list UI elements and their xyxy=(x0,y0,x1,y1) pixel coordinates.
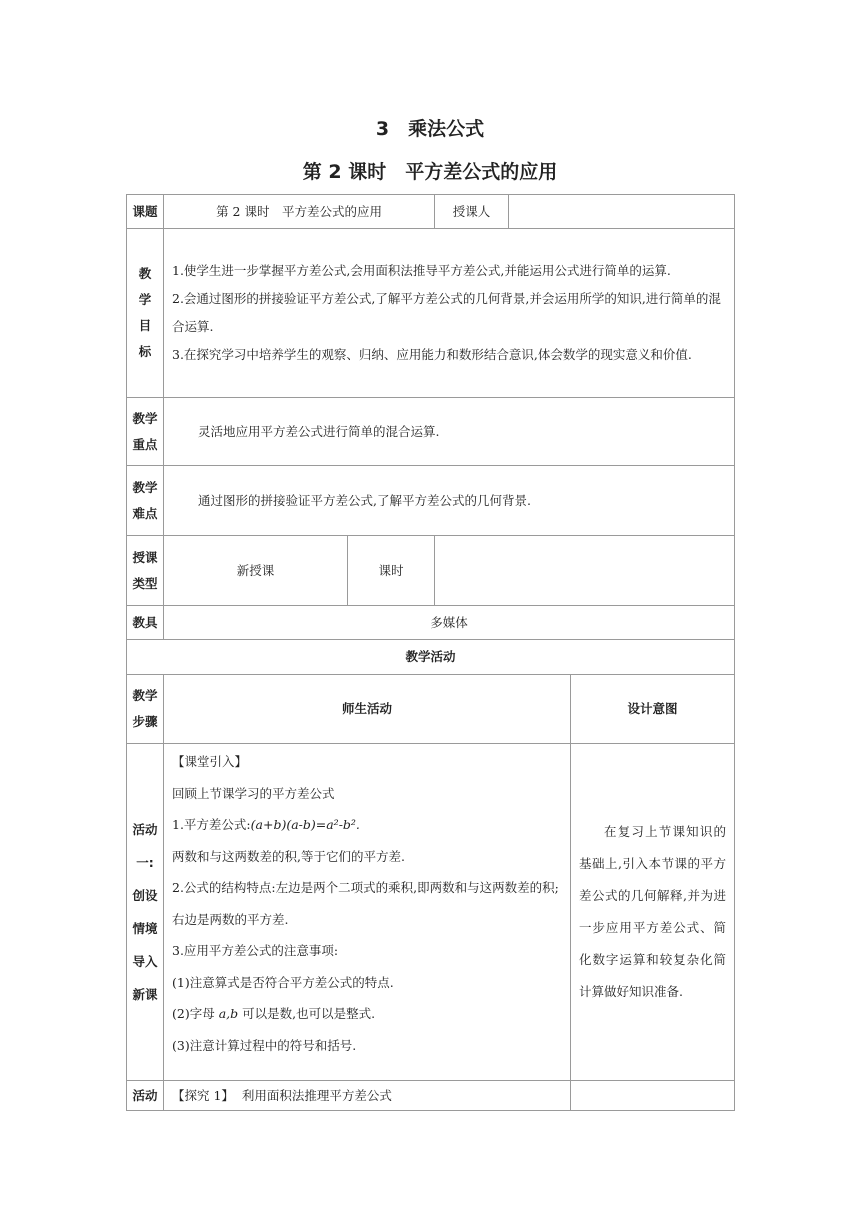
activity1-label: 活动 一: 创设 情境 导入 新课 xyxy=(127,744,164,1081)
row-activity-1 xyxy=(127,744,735,1081)
activity1-heading: 【课堂引入】 xyxy=(172,754,248,769)
activity1-formula: 1.平方差公式:(a+b)(a-b)=a²-b². xyxy=(172,817,360,832)
activity1-formula-note: 两数和与这两数差的积,等于它们的平方差. xyxy=(172,848,405,864)
design-intent-header: 设计意图 xyxy=(571,675,735,744)
row-key-points xyxy=(127,398,735,466)
topic-value: 第 2 课时 平方差公式的应用 xyxy=(164,195,435,229)
teacher-value xyxy=(509,195,735,229)
type-label: 授课 类型 xyxy=(127,536,164,606)
activity-title: 教学活动 xyxy=(127,640,735,675)
row-steps-header xyxy=(127,675,735,744)
formula-expression: (a+b)(a-b)=a²-b². xyxy=(250,817,360,832)
activity2-label: 活动 xyxy=(127,1081,164,1111)
lesson-subtitle: 第 2 课时 平方差公式的应用 xyxy=(302,161,558,183)
activity1-note-1: (1)注意算式是否符合平方差公式的特点. xyxy=(172,974,394,990)
activity1-design: 在复习上节课知识的基础上,引入本节课的平方差公式的几何解释,并为进一步应用平方差公式、简化数字运算和较复杂化简计算做好知识准备. xyxy=(571,744,735,1081)
difficult-value: 通过图形的拼接验证平方差公式,了解平方差公式的几何背景. xyxy=(164,466,735,536)
activity1-note-2: (2)字母 a,b 可以是数,也可以是整式. xyxy=(172,1006,376,1021)
row-tools xyxy=(127,606,735,640)
activity2-content xyxy=(164,1081,571,1111)
goals-content xyxy=(164,229,735,398)
key-label: 教学 重点 xyxy=(127,398,164,466)
activity1-content xyxy=(164,744,571,1081)
tools-label: 教具 xyxy=(127,606,164,640)
activity2-heading-text: 利用面积法推理平方差公式 xyxy=(241,1087,392,1103)
row-difficult-points xyxy=(127,466,735,536)
activity1-intro: 回顾上节课学习的平方差公式 xyxy=(172,785,335,801)
activity1-structure: 2.公式的结构特点:左边是两个二项式的乘积,即两数和与这两数差的积;右边是两数的平方差. xyxy=(172,880,559,927)
row-lesson-type xyxy=(127,536,735,606)
steps-label: 教学 步骤 xyxy=(127,675,164,744)
row-goals xyxy=(127,229,735,398)
lesson-plan-table xyxy=(126,194,735,1111)
goal-item-1: 1.使学生进一步掌握平方差公式,会用面积法推导平方差公式,并能运用公式进行简单的运算. xyxy=(172,263,671,278)
hours-value xyxy=(435,536,735,606)
activity2-design xyxy=(571,1081,735,1111)
activity2-heading: 【探究 1】 xyxy=(172,1087,234,1103)
row-activity-2 xyxy=(127,1081,735,1111)
goals-label: 教 学 目 标 xyxy=(127,229,164,398)
hours-label: 课时 xyxy=(348,536,435,606)
goal-item-2: 2.会通过图形的拼接验证平方差公式,了解平方差公式的几何背景,并会运用所学的知识,进行简单的混合运算. xyxy=(172,291,721,334)
difficult-label: 教学 难点 xyxy=(127,466,164,536)
tools-value: 多媒体 xyxy=(164,606,735,640)
row-activity-title xyxy=(127,640,735,675)
topic-label: 课题 xyxy=(127,195,164,229)
row-topic xyxy=(127,195,735,229)
goal-item-3: 3.在探究学习中培养学生的观察、归纳、应用能力和数形结合意识,体会数学的现实意义和价值. xyxy=(172,347,692,362)
key-value: 灵活地应用平方差公式进行简单的混合运算. xyxy=(164,398,735,466)
lesson-title: 3 乘法公式 xyxy=(375,118,485,140)
activity1-note-3: (3)注意计算过程中的符号和括号. xyxy=(172,1037,357,1053)
activity1-notes-title: 3.应用平方差公式的注意事项: xyxy=(172,943,339,958)
teacher-label: 授课人 xyxy=(435,195,509,229)
teacher-student-header: 师生活动 xyxy=(164,675,571,744)
type-value: 新授课 xyxy=(164,536,348,606)
